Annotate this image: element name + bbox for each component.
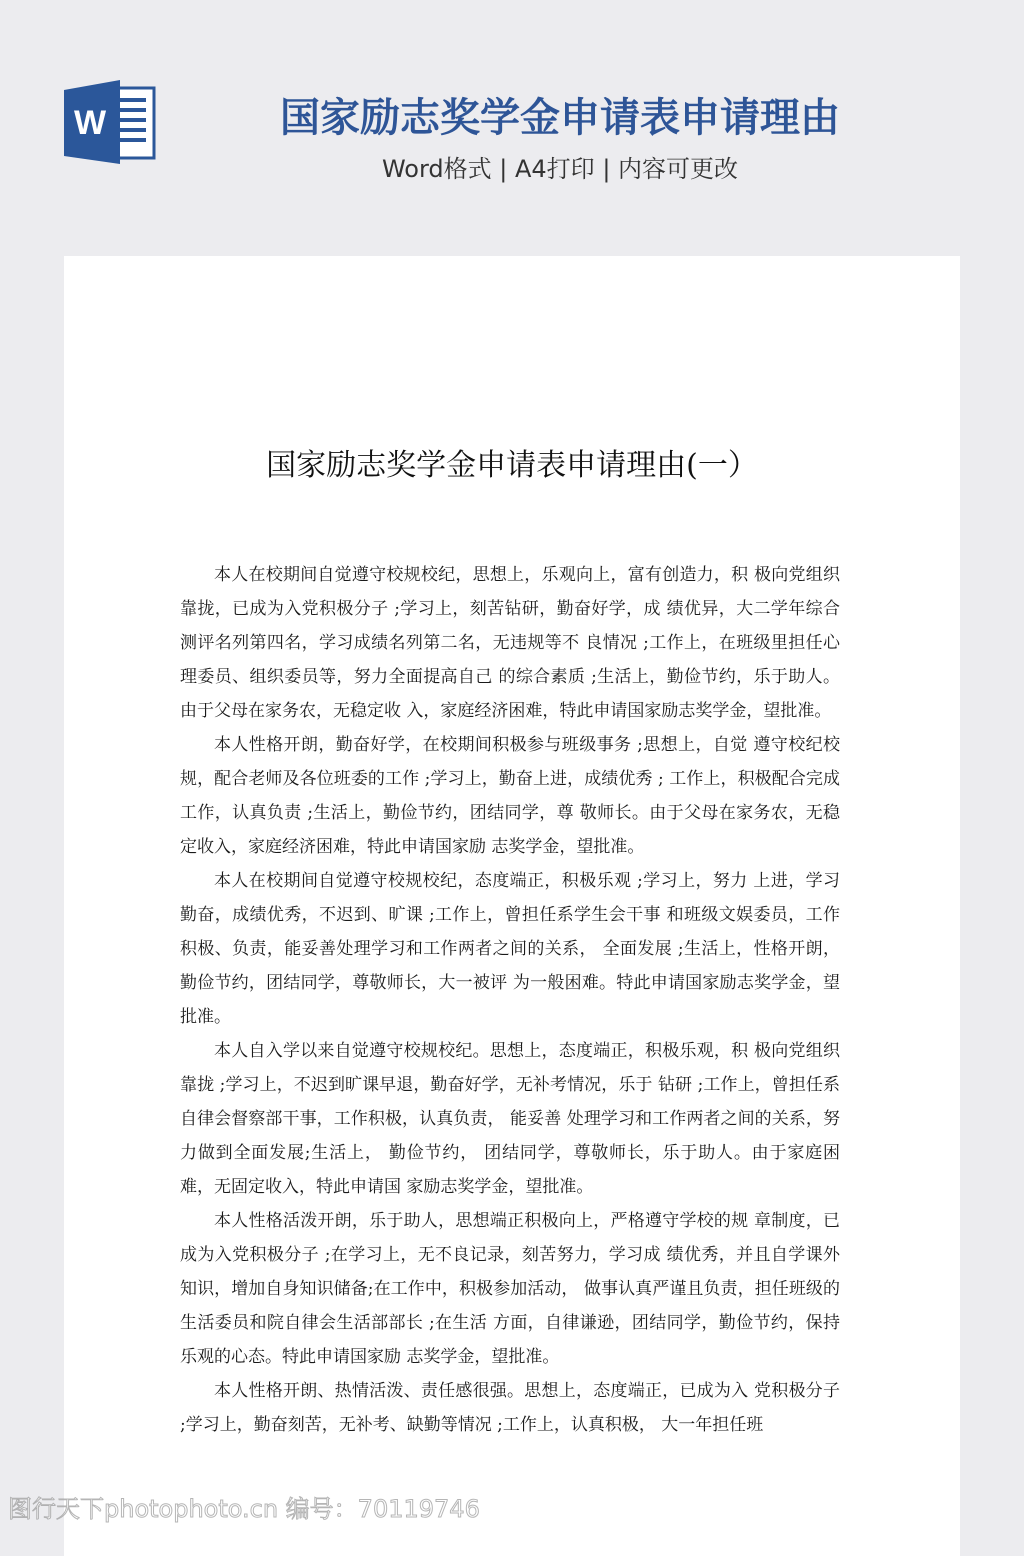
- paragraph: 本人性格开朗、热情活泼、责任感很强。思想上，态度端正，已成为入 党积极分子 ;学习上，勤奋刻苦，无补考、缺勤等情况 ;工作上，认真积极， 大一年担任班: [180, 1381, 840, 1435]
- paragraph: 本人性格活泼开朗，乐于助人，思想端正积极向上，严格遵守学校的规 章制度，已成为入党积极分子 ;在学习上，无不良记录，刻苦努力，学习成 绩优秀，并且自学课外知识，增加自身知识储备;在工作中，积极参加活动， 做事认真严谨且负责，担任班级的生活委员和院自律会生活部部长 ;在生活 方面，自律谦逊，团结同学，勤俭节约，保持乐观的心态。特此申请国家励 志奖学金，望批准。: [180, 1211, 840, 1367]
- page-header: [0, 0, 1024, 256]
- paragraph: 本人在校期间自觉遵守校规校纪，思想上，乐观向上，富有创造力，积 极向党组织靠拢，已成为入党积极分子 ;学习上，刻苦钻研，勤奋好学，成 绩优异，大二学年综合测评名列第四名，学习成绩名列第二名，无违规等不 良情况 ;工作上，在班级里担任心理委员、组织委员等，努力全面提高自己 的综合素质 ;生活上，勤俭节约，乐于助人。由于父母在家务农，无稳定收 入，家庭经济困难，特此申请国家励志奖学金，望批准。: [180, 565, 840, 721]
- document-body: [180, 558, 840, 1442]
- document-page: [64, 256, 960, 1556]
- watermark: 图行天下photophoto.cn 编号：70119746: [8, 1495, 480, 1523]
- page-title: 国家励志奖学金申请表申请理由: [280, 95, 840, 141]
- document-title: 国家励志奖学金申请表申请理由(一）: [266, 448, 758, 483]
- paragraph: 本人在校期间自觉遵守校规校纪，态度端正，积极乐观 ;学习上，努力 上进，学习勤奋，成绩优秀，不迟到、旷课 ;工作上，曾担任系学生会干事 和班级文娱委员，工作积极、负责，能妥善处理学习和工作两者之间的关系， 全面发展 ;生活上，性格开朗，勤俭节约，团结同学，尊敬师长，大一被评 为一般困难。特此申请国家励志奖学金，望批准。: [180, 871, 840, 1027]
- word-logo-letter: W: [73, 104, 107, 142]
- paragraph: 本人性格开朗，勤奋好学，在校期间积极参与班级事务 ;思想上，自觉 遵守校纪校规，配合老师及各位班委的工作 ;学习上，勤奋上进，成绩优秀 ; 工作上，积极配合完成工作，认真负责 ;生活上，勤俭节约，团结同学，尊 敬师长。由于父母在家务农，无稳定收入，家庭经济困难，特此申请国家励 志奖学金，望批准。: [180, 735, 840, 857]
- page-subtitle: Word格式 | A4打印 | 内容可更改: [381, 155, 739, 183]
- paragraph: 本人自入学以来自觉遵守校规校纪。思想上，态度端正，积极乐观，积 极向党组织靠拢 ;学习上，不迟到旷课早退，勤奋好学，无补考情况，乐于 钻研 ;工作上，曾担任系自律会督察部干事，工作积极，认真负责， 能妥善 处理学习和工作两者之间的关系，努力做到全面发展;生活上， 勤俭节约， 团结同学，尊敬师长，乐于助人。由于家庭困难，无固定收入，特此申请国 家励志奖学金，望批准。: [180, 1041, 840, 1197]
- word-document-icon: [64, 80, 156, 164]
